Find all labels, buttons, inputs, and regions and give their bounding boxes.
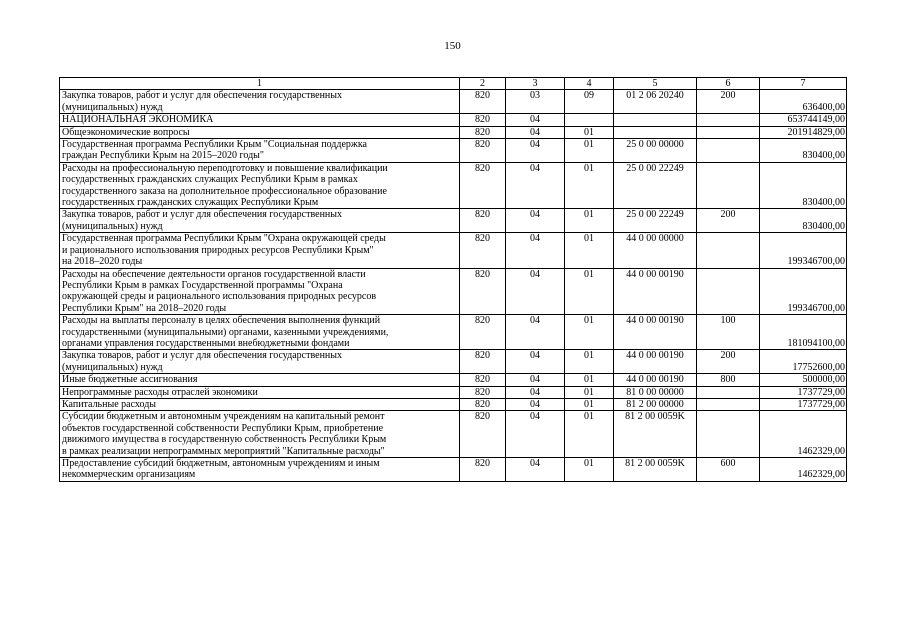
- row-code-cell-c4: 01: [565, 209, 614, 233]
- header-cell-3: 3: [506, 78, 565, 90]
- row-code-cell-c3: 04: [506, 398, 565, 410]
- row-code-cell-c4: 01: [565, 162, 614, 209]
- row-code-cell-c6: 200: [697, 209, 760, 233]
- row-name-line: (муниципальных) нужд: [62, 101, 163, 113]
- row-name-line: государственных гражданских служащих Республики Крым: [62, 197, 319, 209]
- row-code-cell-c2: 820: [460, 315, 506, 350]
- table-row: [60, 374, 847, 386]
- row-code-cell-c4: 01: [565, 233, 614, 268]
- row-code-cell-c6: [697, 139, 760, 163]
- row-name-cell: [60, 398, 460, 410]
- row-code-cell-c6: [697, 398, 760, 410]
- header-cell-5: 5: [614, 78, 697, 90]
- row-amount-cell: 1462329,00: [760, 458, 847, 482]
- row-code-cell-c6: [697, 386, 760, 398]
- row-name-line: НАЦИОНАЛЬНАЯ ЭКОНОМИКА: [62, 114, 214, 126]
- row-code-cell-c4: 01: [565, 374, 614, 386]
- row-code-cell-c5: [614, 114, 697, 126]
- row-code-cell-c2: 820: [460, 209, 506, 233]
- row-name-line: Закупка товаров, работ и услуг для обеспечения государственных: [62, 209, 343, 221]
- row-amount-cell: 653744149,00: [760, 114, 847, 126]
- row-code-cell-c2: 820: [460, 350, 506, 374]
- row-code-cell-c6: [697, 268, 760, 315]
- row-name-line: Закупка товаров, работ и услуг для обеспечения государственных: [62, 90, 343, 102]
- row-name-cell: [60, 458, 460, 482]
- row-code-cell-c3: 03: [506, 90, 565, 114]
- row-amount-cell: 17752600,00: [760, 350, 847, 374]
- row-code-cell-c5: 01 2 06 20240: [614, 90, 697, 114]
- row-code-cell-c5: 81 2 00 0059K: [614, 458, 697, 482]
- header-cell-4: 4: [565, 78, 614, 90]
- table-header-row: [60, 78, 847, 90]
- row-amount-cell: 1462329,00: [760, 411, 847, 458]
- table-row: [60, 126, 847, 138]
- row-name-cell: [60, 411, 460, 458]
- row-code-cell-c5: 81 2 00 00000: [614, 398, 697, 410]
- row-name-line: государственными (муниципальными) органами, казенными учреждениями,: [62, 326, 389, 338]
- table-row: [60, 90, 847, 114]
- row-code-cell-c5: 44 0 00 00190: [614, 374, 697, 386]
- row-code-cell-c5: 44 0 00 00190: [614, 350, 697, 374]
- row-code-cell-c2: 820: [460, 411, 506, 458]
- row-code-cell-c4: 01: [565, 126, 614, 138]
- table-row: [60, 411, 847, 458]
- row-name-line: Государственная программа Республики Крым "Охрана окружающей среды: [62, 233, 386, 245]
- header-cell-6: 6: [697, 78, 760, 90]
- row-name-line: государственного заказа на дополнительное профессиональное образование: [62, 185, 387, 197]
- row-amount-cell: 500000,00: [760, 374, 847, 386]
- row-name-cell: [60, 268, 460, 315]
- row-name-cell: [60, 162, 460, 209]
- row-code-cell-c3: 04: [506, 411, 565, 458]
- row-amount-cell: 830400,00: [760, 139, 847, 163]
- table-row: [60, 114, 847, 126]
- table-row: [60, 350, 847, 374]
- header-cell-7: 7: [760, 78, 847, 90]
- row-name-line: Республики Крым" на 2018–2020 годы: [62, 302, 227, 314]
- row-name-cell: [60, 315, 460, 350]
- row-code-cell-c5: 44 0 00 00190: [614, 315, 697, 350]
- row-code-cell-c3: 04: [506, 233, 565, 268]
- row-code-cell-c3: 04: [506, 458, 565, 482]
- row-code-cell-c4: 01: [565, 139, 614, 163]
- row-name-cell: [60, 114, 460, 126]
- row-name-line: Предоставление субсидий бюджетным, автономным учреждениям и иным: [62, 458, 380, 469]
- table-row: [60, 386, 847, 398]
- row-name-cell: [60, 209, 460, 233]
- row-amount-cell: 199346700,00: [760, 233, 847, 268]
- row-code-cell-c3: 04: [506, 114, 565, 126]
- row-code-cell-c2: 820: [460, 162, 506, 209]
- row-code-cell-c6: [697, 411, 760, 458]
- row-code-cell-c4: 01: [565, 386, 614, 398]
- row-code-cell-c3: 04: [506, 315, 565, 350]
- row-name-line: Иные бюджетные ассигнования: [62, 374, 198, 386]
- row-code-cell-c2: 820: [460, 114, 506, 126]
- table-row: [60, 458, 847, 482]
- row-name-line: Государственная программа Республики Крым "Социальная поддержка: [62, 139, 367, 151]
- table-row: [60, 398, 847, 410]
- row-code-cell-c5: 25 0 00 22249: [614, 209, 697, 233]
- row-amount-cell: 1737729,00: [760, 386, 847, 398]
- row-code-cell-c2: 820: [460, 233, 506, 268]
- row-code-cell-c2: 820: [460, 458, 506, 482]
- row-code-cell-c6: 800: [697, 374, 760, 386]
- row-name-line: и рационального использования природных ресурсов Республики Крым": [62, 244, 374, 256]
- row-code-cell-c4: [565, 114, 614, 126]
- row-code-cell-c3: 04: [506, 386, 565, 398]
- row-code-cell-c2: 820: [460, 268, 506, 315]
- table-row: [60, 139, 847, 163]
- row-name-line: Республики Крым в рамках Государственной программы "Охрана: [62, 279, 343, 291]
- row-amount-cell: 181094100,00: [760, 315, 847, 350]
- row-name-cell: [60, 139, 460, 163]
- row-name-line: государственных гражданских служащих Республики Крым в рамках: [62, 174, 358, 186]
- row-code-cell-c4: 01: [565, 350, 614, 374]
- row-code-cell-c2: 820: [460, 139, 506, 163]
- row-name-line: Общеэкономические вопросы: [62, 126, 190, 138]
- row-name-cell: [60, 90, 460, 114]
- row-name-line: Расходы на обеспечение деятельности органов государственной власти: [62, 268, 366, 280]
- row-code-cell-c4: 01: [565, 398, 614, 410]
- table-row: [60, 209, 847, 233]
- row-code-cell-c4: 09: [565, 90, 614, 114]
- row-name-line: движимого имущества в государственную собственность Республики Крым: [62, 434, 387, 446]
- row-code-cell-c3: 04: [506, 268, 565, 315]
- row-name-cell: [60, 350, 460, 374]
- row-code-cell-c6: 600: [697, 458, 760, 482]
- row-name-line: Расходы на выплаты персоналу в целях обеспечения выполнения функций: [62, 315, 381, 327]
- budget-table: [59, 77, 847, 482]
- row-name-line: граждан Республики Крым на 2015–2020 годы": [62, 150, 264, 162]
- row-code-cell-c5: 81 0 00 00000: [614, 386, 697, 398]
- row-code-cell-c2: 820: [460, 90, 506, 114]
- row-code-cell-c6: 100: [697, 315, 760, 350]
- row-code-cell-c5: 81 2 00 0059K: [614, 411, 697, 458]
- row-code-cell-c5: 25 0 00 00000: [614, 139, 697, 163]
- row-code-cell-c6: [697, 126, 760, 138]
- header-cell-2: 2: [460, 78, 506, 90]
- row-name-line: в рамках реализации непрограммных мероприятий "Капитальные расходы": [62, 445, 385, 457]
- table-row: [60, 162, 847, 209]
- row-name-line: объектов государственной собственности Республики Крым, приобретение: [62, 422, 384, 434]
- row-code-cell-c2: 820: [460, 126, 506, 138]
- row-code-cell-c2: 820: [460, 386, 506, 398]
- row-code-cell-c4: 01: [565, 411, 614, 458]
- table-row: [60, 233, 847, 268]
- row-name-line: на 2018–2020 годы: [62, 256, 143, 268]
- row-amount-cell: 199346700,00: [760, 268, 847, 315]
- row-code-cell-c3: 04: [506, 126, 565, 138]
- row-code-cell-c6: [697, 162, 760, 209]
- row-name-line: Субсидии бюджетным и автономным учреждениям на капитальный ремонт: [62, 411, 385, 423]
- row-name-line: органами управления государственными внебюджетными фондами: [62, 337, 350, 349]
- row-name-line: Расходы на профессиональную переподготовку и повышение квалификации: [62, 162, 388, 174]
- row-name-line: Непрограммные расходы отраслей экономики: [62, 386, 258, 398]
- row-name-cell: [60, 233, 460, 268]
- row-code-cell-c6: [697, 233, 760, 268]
- row-amount-cell: 636400,00: [760, 90, 847, 114]
- row-name-cell: [60, 126, 460, 138]
- row-code-cell-c2: 820: [460, 374, 506, 386]
- row-amount-cell: 830400,00: [760, 209, 847, 233]
- row-code-cell-c2: 820: [460, 398, 506, 410]
- row-name-line: (муниципальных) нужд: [62, 361, 163, 373]
- row-code-cell-c3: 04: [506, 374, 565, 386]
- row-code-cell-c5: 44 0 00 00000: [614, 233, 697, 268]
- row-name-line: некоммерческим организациям: [62, 469, 196, 481]
- row-name-cell: [60, 386, 460, 398]
- table-row: [60, 268, 847, 315]
- header-cell-1: 1: [60, 78, 460, 90]
- row-code-cell-c5: 44 0 00 00190: [614, 268, 697, 315]
- row-name-line: Закупка товаров, работ и услуг для обеспечения государственных: [62, 350, 343, 362]
- row-name-line: (муниципальных) нужд: [62, 220, 163, 232]
- row-code-cell-c6: 200: [697, 350, 760, 374]
- row-amount-cell: 1737729,00: [760, 398, 847, 410]
- row-name-line: окружающей среды и рационального использования природных ресурсов: [62, 291, 377, 303]
- row-code-cell-c3: 04: [506, 209, 565, 233]
- row-code-cell-c6: 200: [697, 90, 760, 114]
- row-code-cell-c4: 01: [565, 458, 614, 482]
- row-code-cell-c3: 04: [506, 350, 565, 374]
- row-code-cell-c4: 01: [565, 315, 614, 350]
- row-code-cell-c5: [614, 126, 697, 138]
- row-name-cell: [60, 374, 460, 386]
- page-number: 150: [444, 40, 461, 52]
- table-row: [60, 315, 847, 350]
- row-amount-cell: 830400,00: [760, 162, 847, 209]
- row-code-cell-c4: 01: [565, 268, 614, 315]
- row-name-line: Капитальные расходы: [62, 398, 157, 410]
- row-code-cell-c6: [697, 114, 760, 126]
- row-code-cell-c3: 04: [506, 139, 565, 163]
- row-code-cell-c5: 25 0 00 22249: [614, 162, 697, 209]
- row-amount-cell: 201914829,00: [760, 126, 847, 138]
- row-code-cell-c3: 04: [506, 162, 565, 209]
